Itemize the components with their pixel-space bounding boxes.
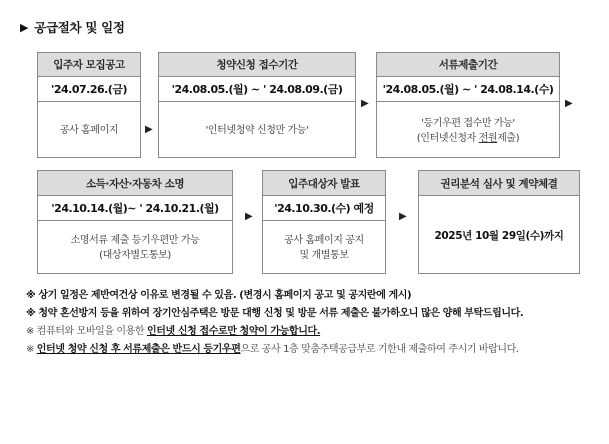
step-date: '24.10.14.(월)~ ' 24.10.21.(월) — [38, 196, 232, 221]
step-body — [377, 102, 559, 159]
step-deadline: 2025년 10월 29일(수)까지 — [434, 229, 564, 242]
triangle-bullet-icon: ▶ — [20, 20, 29, 34]
step-header: 입주대상자 발표 — [263, 171, 385, 196]
note-no-visit: ※ 청약 혼선방지 등을 위하여 장기안심주택은 방문 대행 신청 및 방문 서류 제출은 불가하오니 많은 양해 부탁드립니다. — [26, 308, 524, 319]
step-body — [38, 102, 140, 159]
step-header: 청약신청 접수기간 — [159, 53, 355, 77]
text-part: 제출) — [497, 132, 520, 144]
text-part: ※ 컴퓨터와 모바일을 이용한 — [26, 326, 147, 337]
step-body — [263, 221, 385, 275]
note-online-only — [26, 324, 586, 340]
step-body — [38, 221, 232, 275]
arrow-right-icon: ▶ — [399, 211, 407, 222]
note-schedule-change: ※ 상기 일정은 제반여건상 이유로 변경될 수 있음. (변경시 홈페이지 공고 및 공지란에 게시) — [26, 290, 412, 301]
step-body-line: '등기우편 접수만 가능' — [421, 117, 515, 129]
text-part: (인터넷신청자 — [416, 132, 479, 144]
underlined-text: 전원 — [478, 132, 498, 144]
arrow-right-icon: ▶ — [145, 124, 153, 135]
text-part: ※ — [26, 344, 37, 355]
step-body-line — [417, 131, 519, 146]
step-box-announcement — [37, 52, 141, 158]
step-date: '24.10.30.(수) 예정 — [263, 196, 385, 221]
step-date: '24.08.05.(월) ~ ' 24.08.14.(수) — [377, 77, 559, 102]
text-part: 으로 공사 1층 맞춤주택공급부로 기한내 제출하여 주시기 바랍니다. — [240, 344, 519, 355]
emphasis-text: 인터넷 신청 접수로만 청약이 가능합니다. — [146, 326, 321, 337]
arrow-right-icon: ▶ — [565, 98, 573, 109]
step-body-line: (대상자별도통보) — [99, 250, 171, 261]
step-box-application — [158, 52, 356, 158]
step-body-line: 공사 홈페이지 — [59, 125, 119, 136]
step-body-line: 소명서류 제출 등기우편만 가능 — [70, 235, 200, 246]
section-title-text: 공급절차 및 일정 — [34, 20, 125, 35]
arrow-right-icon: ▶ — [361, 98, 369, 109]
step-date: '24.07.26.(금) — [38, 77, 140, 102]
step-body — [159, 102, 355, 159]
step-header: 권리분석 심사 및 계약체결 — [419, 171, 579, 196]
section-title — [20, 18, 125, 36]
notes — [26, 288, 586, 360]
step-box-contract — [418, 170, 580, 274]
note-registered-mail — [26, 342, 586, 358]
step-header: 소득·자산·자동차 소명 — [38, 171, 232, 196]
emphasis-text: 인터넷 청약 신청 후 서류제출은 반드시 등기우편 — [36, 344, 241, 355]
step-box-verification — [37, 170, 233, 274]
step-box-announcement-result — [262, 170, 386, 274]
step-header: 서류제출기간 — [377, 53, 559, 77]
step-box-documents — [376, 52, 560, 158]
step-body-line: 공사 홈페이지 공지 — [284, 235, 364, 246]
arrow-right-icon: ▶ — [245, 211, 253, 222]
step-body-line: 및 개별통보 — [299, 250, 349, 261]
step-date: '24.08.05.(월) ~ ' 24.08.09.(금) — [159, 77, 355, 102]
step-header: 입주자 모집공고 — [38, 53, 140, 77]
step-body-line: '인터넷청약 신청만 가능' — [205, 125, 309, 136]
